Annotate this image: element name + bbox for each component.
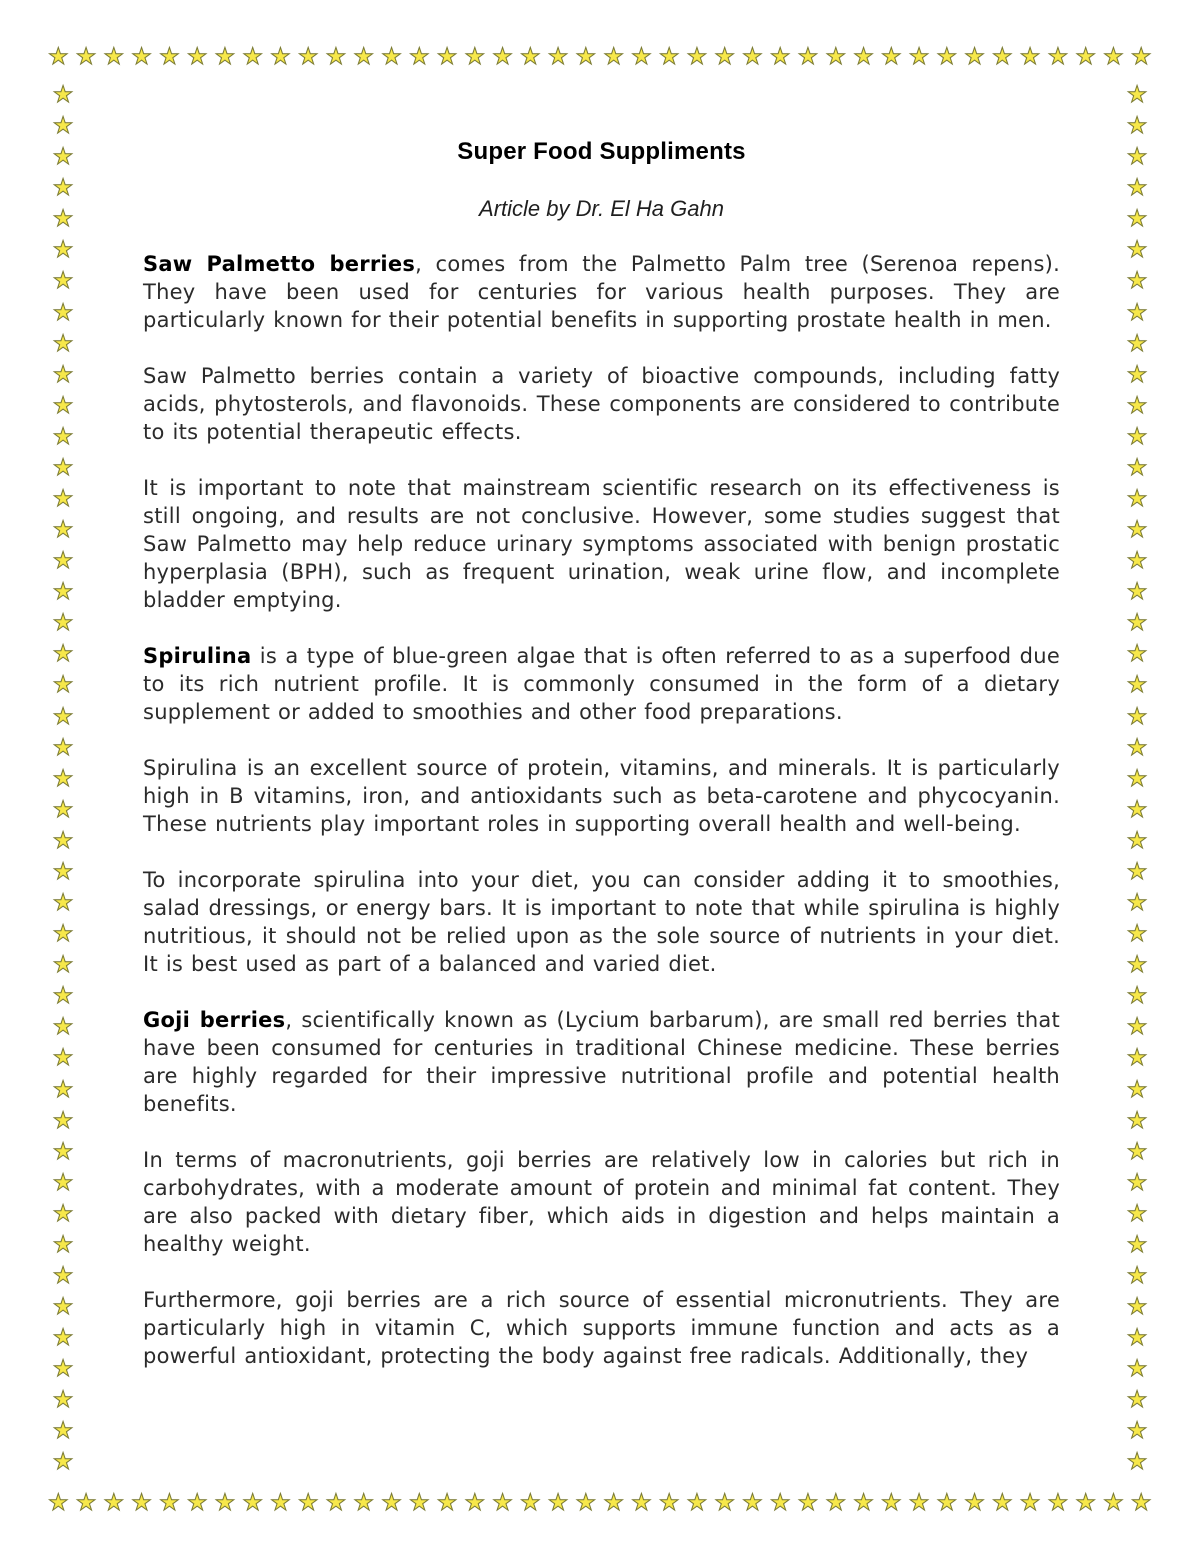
star-icon: ★ (797, 44, 819, 70)
star-icon: ★ (1047, 1490, 1069, 1516)
star-icon: ★ (1126, 1231, 1148, 1258)
document-content (143, 138, 1060, 1370)
star-icon: ★ (1126, 423, 1148, 450)
star-icon: ★ (1126, 827, 1148, 854)
paragraph (143, 474, 1060, 614)
star-icon: ★ (186, 44, 208, 70)
paragraph-lead: Spirulina (143, 644, 252, 668)
star-icon: ★ (1126, 113, 1148, 140)
star-icon: ★ (880, 1490, 902, 1516)
star-icon: ★ (1126, 1200, 1148, 1227)
star-icon: ★ (1126, 486, 1148, 513)
star-icon: ★ (52, 268, 74, 295)
star-icon: ★ (1126, 1387, 1148, 1414)
star-icon: ★ (52, 82, 74, 108)
paragraph (143, 1286, 1060, 1370)
star-icon: ★ (964, 44, 985, 70)
star-icon: ★ (52, 330, 74, 357)
star-icon: ★ (52, 827, 74, 854)
star-icon: ★ (52, 1387, 74, 1414)
star-icon: ★ (52, 486, 74, 513)
paragraph (143, 642, 1060, 726)
star-icon: ★ (52, 1076, 74, 1103)
star-icon: ★ (52, 672, 74, 699)
star-icon: ★ (52, 1200, 74, 1227)
paragraph-text: Spirulina is an excellent source of protein, vitamins, and minerals. It is particularly high in B vitamins, iron, and antioxidants such as beta-carotene and phycocyanin. These nutrients play important roles in supporting overall health and well-being. (143, 756, 1060, 836)
star-icon: ★ (1126, 1356, 1148, 1383)
star-icon: ★ (1126, 952, 1148, 979)
star-icon: ★ (825, 1490, 847, 1516)
star-icon: ★ (964, 1490, 985, 1516)
star-icon: ★ (52, 1325, 74, 1352)
paragraph-lead: Goji berries (143, 1008, 286, 1032)
star-icon: ★ (686, 44, 708, 70)
star-icon: ★ (325, 1490, 347, 1516)
star-icon: ★ (1103, 44, 1124, 70)
star-icon: ★ (1126, 983, 1148, 1010)
paragraph-lead: Saw Palmetto berries (143, 252, 416, 276)
star-icon: ★ (714, 1490, 735, 1516)
star-icon: ★ (436, 1490, 458, 1516)
star-icon: ★ (603, 1490, 624, 1516)
paragraph (143, 754, 1060, 838)
star-icon: ★ (52, 952, 74, 979)
star-icon: ★ (1126, 237, 1148, 264)
star-icon: ★ (52, 1138, 74, 1165)
star-border-top (48, 46, 1152, 69)
star-icon: ★ (992, 1490, 1013, 1516)
star-icon: ★ (1075, 1490, 1096, 1516)
star-icon: ★ (297, 44, 319, 70)
star-icon: ★ (853, 44, 874, 70)
star-icon: ★ (131, 44, 152, 70)
star-icon: ★ (1126, 299, 1148, 326)
star-icon: ★ (353, 1490, 375, 1516)
star-icon: ★ (547, 44, 569, 70)
star-icon: ★ (159, 1490, 180, 1516)
star-icon: ★ (1126, 1045, 1148, 1072)
star-icon: ★ (408, 44, 430, 70)
star-icon: ★ (769, 44, 791, 70)
star-icon: ★ (52, 641, 74, 668)
star-icon: ★ (686, 1490, 708, 1516)
star-icon: ★ (1126, 1325, 1148, 1352)
star-icon: ★ (52, 1014, 74, 1041)
star-icon: ★ (52, 113, 74, 140)
star-icon: ★ (1126, 361, 1148, 388)
star-icon: ★ (52, 1418, 74, 1445)
star-icon: ★ (520, 44, 541, 70)
star-icon: ★ (1126, 517, 1148, 544)
star-icon: ★ (1126, 144, 1148, 171)
star-icon: ★ (603, 44, 624, 70)
paragraph-text: is a type of blue-green algae that is often referred to as a superfood due to its rich nutrient profile. It is commonly consumed in the form of a dietary supplement or added to smoothies and other food preparations. (143, 644, 1060, 724)
star-icon: ★ (103, 1490, 125, 1516)
star-icon: ★ (52, 237, 74, 264)
star-icon: ★ (52, 392, 74, 419)
paragraph-text: , comes from the Palmetto Palm tree (Serenoa repens). They have been used for centuries for various health purposes. They are particularly known for their potential benefits in supporting prostate health in men. (143, 252, 1061, 332)
star-icon: ★ (631, 44, 652, 70)
star-icon: ★ (52, 890, 74, 917)
star-icon: ★ (1126, 579, 1148, 606)
star-icon: ★ (547, 1490, 569, 1516)
star-icon: ★ (1126, 734, 1148, 761)
star-icon: ★ (1126, 765, 1148, 792)
star-icon: ★ (270, 1490, 291, 1516)
star-icon: ★ (1126, 1169, 1148, 1196)
star-icon: ★ (575, 1490, 597, 1516)
star-icon: ★ (270, 44, 291, 70)
paragraph (143, 1006, 1060, 1118)
star-icon: ★ (52, 579, 74, 606)
star-icon: ★ (52, 1449, 74, 1476)
star-icon: ★ (1126, 1294, 1148, 1321)
star-icon: ★ (908, 1490, 930, 1516)
star-icon: ★ (1126, 548, 1148, 575)
star-icon: ★ (297, 1490, 319, 1516)
star-icon: ★ (52, 983, 74, 1010)
star-icon: ★ (1126, 1449, 1148, 1476)
star-icon: ★ (214, 44, 236, 70)
star-icon: ★ (825, 44, 847, 70)
star-icon: ★ (131, 1490, 152, 1516)
star-border-right (1124, 84, 1150, 1475)
star-icon: ★ (52, 361, 74, 388)
star-icon: ★ (1126, 641, 1148, 668)
star-icon: ★ (1126, 921, 1148, 948)
star-icon: ★ (48, 1490, 69, 1516)
star-icon: ★ (908, 44, 930, 70)
star-icon: ★ (52, 206, 74, 233)
paragraph-text: In terms of macronutrients, goji berries are relatively low in calories but rich in carbohydrates, with a moderate amount of protein and minimal fat content. They are also packed with dietary fiber, which aids in digestion and helps maintain a healthy weight. (143, 1148, 1060, 1256)
star-icon: ★ (1126, 672, 1148, 699)
star-icon: ★ (1126, 82, 1148, 108)
star-icon: ★ (408, 1490, 430, 1516)
star-icon: ★ (52, 1262, 74, 1289)
star-icon: ★ (1126, 610, 1148, 637)
star-icon: ★ (75, 1490, 97, 1516)
star-border-bottom (48, 1492, 1152, 1515)
star-icon: ★ (1126, 454, 1148, 481)
star-icon: ★ (880, 44, 902, 70)
star-icon: ★ (1126, 858, 1148, 885)
paragraph-text: To incorporate spirulina into your diet, you can consider adding it to smoothies, salad dressings, or energy bars. It is important to note that while spirulina is highly nutritious, it should not be relied upon as the sole source of nutrients in your diet. It is best used as part of a balanced and varied diet. (143, 868, 1060, 976)
page-title: Super Food Suppliments (457, 138, 746, 165)
star-icon: ★ (992, 44, 1013, 70)
paragraph-text: Saw Palmetto berries contain a variety of bioactive compounds, including fatty acids, phytosterols, and flavonoids. These components are considered to contribute to its potential therapeutic effects. (143, 364, 1060, 444)
star-icon: ★ (658, 1490, 680, 1516)
star-icon: ★ (936, 1490, 958, 1516)
star-icon: ★ (103, 44, 125, 70)
star-icon: ★ (325, 44, 347, 70)
star-icon: ★ (492, 44, 513, 70)
star-icon: ★ (242, 1490, 263, 1516)
star-icon: ★ (464, 1490, 486, 1516)
paragraph-text: Furthermore, goji berries are a rich source of essential micronutrients. They are particularly high in vitamin C, which supports immune function and acts as a powerful antioxidant, protecting the body against free radicals. Additionally, they (143, 1288, 1060, 1368)
paragraph (143, 866, 1060, 978)
star-icon: ★ (52, 610, 74, 637)
star-icon: ★ (353, 44, 375, 70)
star-icon: ★ (464, 44, 486, 70)
paragraph (143, 250, 1060, 334)
star-icon: ★ (1126, 1014, 1148, 1041)
star-icon: ★ (52, 734, 74, 761)
star-icon: ★ (769, 1490, 791, 1516)
star-icon: ★ (797, 1490, 819, 1516)
star-icon: ★ (1126, 392, 1148, 419)
star-icon: ★ (52, 517, 74, 544)
star-icon: ★ (52, 1294, 74, 1321)
star-icon: ★ (1126, 890, 1148, 917)
star-icon: ★ (52, 1107, 74, 1134)
star-icon: ★ (1126, 703, 1148, 730)
star-icon: ★ (436, 44, 458, 70)
star-icon: ★ (52, 858, 74, 885)
star-icon: ★ (1075, 44, 1096, 70)
star-icon: ★ (52, 548, 74, 575)
star-icon: ★ (242, 44, 263, 70)
star-icon: ★ (1126, 1076, 1148, 1103)
star-icon: ★ (936, 44, 958, 70)
star-icon: ★ (1130, 44, 1152, 70)
star-icon: ★ (520, 1490, 541, 1516)
star-icon: ★ (214, 1490, 236, 1516)
star-icon: ★ (1047, 44, 1069, 70)
star-icon: ★ (381, 44, 402, 70)
star-icon: ★ (52, 144, 74, 171)
star-icon: ★ (52, 423, 74, 450)
star-icon: ★ (1126, 268, 1148, 295)
star-icon: ★ (48, 44, 69, 70)
star-icon: ★ (52, 765, 74, 792)
star-icon: ★ (742, 1490, 763, 1516)
star-icon: ★ (159, 44, 180, 70)
star-icon: ★ (1130, 1490, 1152, 1516)
paragraph (143, 1146, 1060, 1258)
star-icon: ★ (186, 1490, 208, 1516)
star-icon: ★ (52, 454, 74, 481)
star-icon: ★ (75, 44, 97, 70)
star-icon: ★ (1126, 1107, 1148, 1134)
paragraph-text: It is important to note that mainstream scientific research on its effectiveness is still ongoing, and results are not conclusive. However, some studies suggest that Saw Palmetto may help reduce urinary symptoms associated with benign prostatic hyperplasia (BPH), such as frequent urination, weak urine flow, and incomplete bladder emptying. (143, 476, 1060, 612)
star-icon: ★ (1126, 206, 1148, 233)
star-icon: ★ (52, 703, 74, 730)
star-icon: ★ (742, 44, 763, 70)
star-icon: ★ (52, 921, 74, 948)
star-icon: ★ (52, 1169, 74, 1196)
star-icon: ★ (631, 1490, 652, 1516)
star-icon: ★ (52, 175, 74, 202)
star-icon: ★ (52, 796, 74, 823)
star-icon: ★ (1126, 796, 1148, 823)
star-border-left (50, 84, 76, 1475)
star-icon: ★ (381, 1490, 402, 1516)
star-icon: ★ (1019, 44, 1041, 70)
star-icon: ★ (1126, 1418, 1148, 1445)
star-icon: ★ (853, 1490, 874, 1516)
star-icon: ★ (52, 1045, 74, 1072)
star-icon: ★ (492, 1490, 513, 1516)
star-icon: ★ (1019, 1490, 1041, 1516)
star-icon: ★ (1126, 330, 1148, 357)
star-icon: ★ (1126, 175, 1148, 202)
star-icon: ★ (1126, 1138, 1148, 1165)
paragraph (143, 362, 1060, 446)
star-icon: ★ (52, 1356, 74, 1383)
star-icon: ★ (714, 44, 735, 70)
byline: Article by Dr. El Ha Gahn (479, 196, 724, 221)
paragraph-text: , scientifically known as (Lycium barbarum), are small red berries that have been consumed for centuries in traditional Chinese medicine. These berries are highly regarded for their impressive nutritional profile and potential health benefits. (143, 1008, 1060, 1116)
star-icon: ★ (1103, 1490, 1124, 1516)
star-icon: ★ (1126, 1262, 1148, 1289)
star-icon: ★ (658, 44, 680, 70)
star-icon: ★ (52, 299, 74, 326)
star-icon: ★ (52, 1231, 74, 1258)
star-icon: ★ (575, 44, 597, 70)
